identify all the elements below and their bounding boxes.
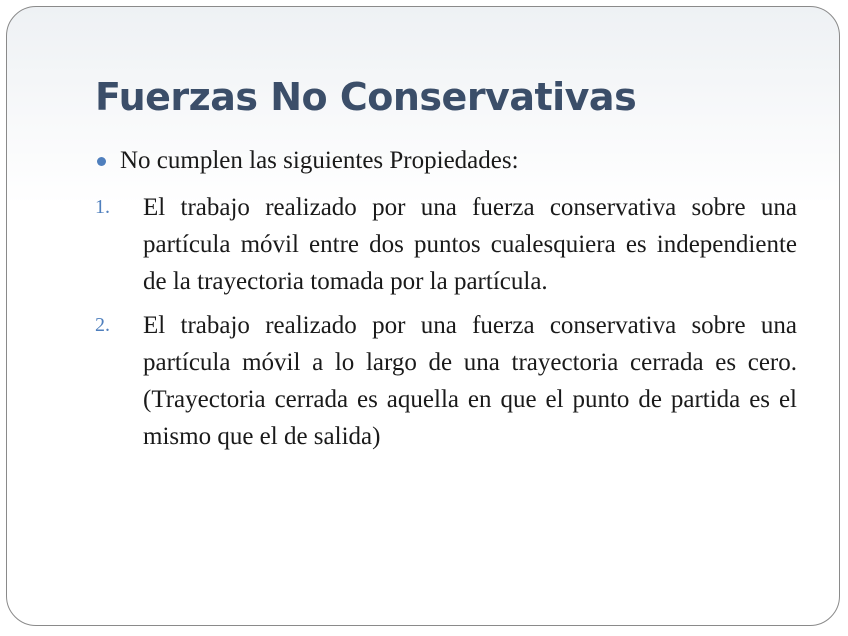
slide bbox=[6, 6, 840, 626]
item-number: 2. bbox=[95, 314, 110, 336]
bullet-text: No cumplen las siguientes Propiedades: bbox=[120, 147, 519, 174]
item-text: El trabajo realizado por una fuerza conservativa sobre una partícula móvil entre dos puntos cualesquiera es independiente de la trayectoria tomada por la partícula. bbox=[143, 194, 797, 295]
item-text: El trabajo realizado por una fuerza conservativa sobre una partícula móvil a lo largo de una trayectoria cerrada es cero. (Trayectoria cerrada es aquella en que el punto de partida es el mismo que el de salida) bbox=[143, 312, 797, 450]
slide-title: Fuerzas No Conservativas bbox=[95, 75, 637, 119]
numbered-item-1 bbox=[95, 189, 797, 300]
item-number: 1. bbox=[95, 196, 110, 218]
bullet-item bbox=[97, 147, 519, 175]
numbered-item-2 bbox=[95, 307, 797, 455]
bullet-dot-icon bbox=[97, 157, 106, 166]
